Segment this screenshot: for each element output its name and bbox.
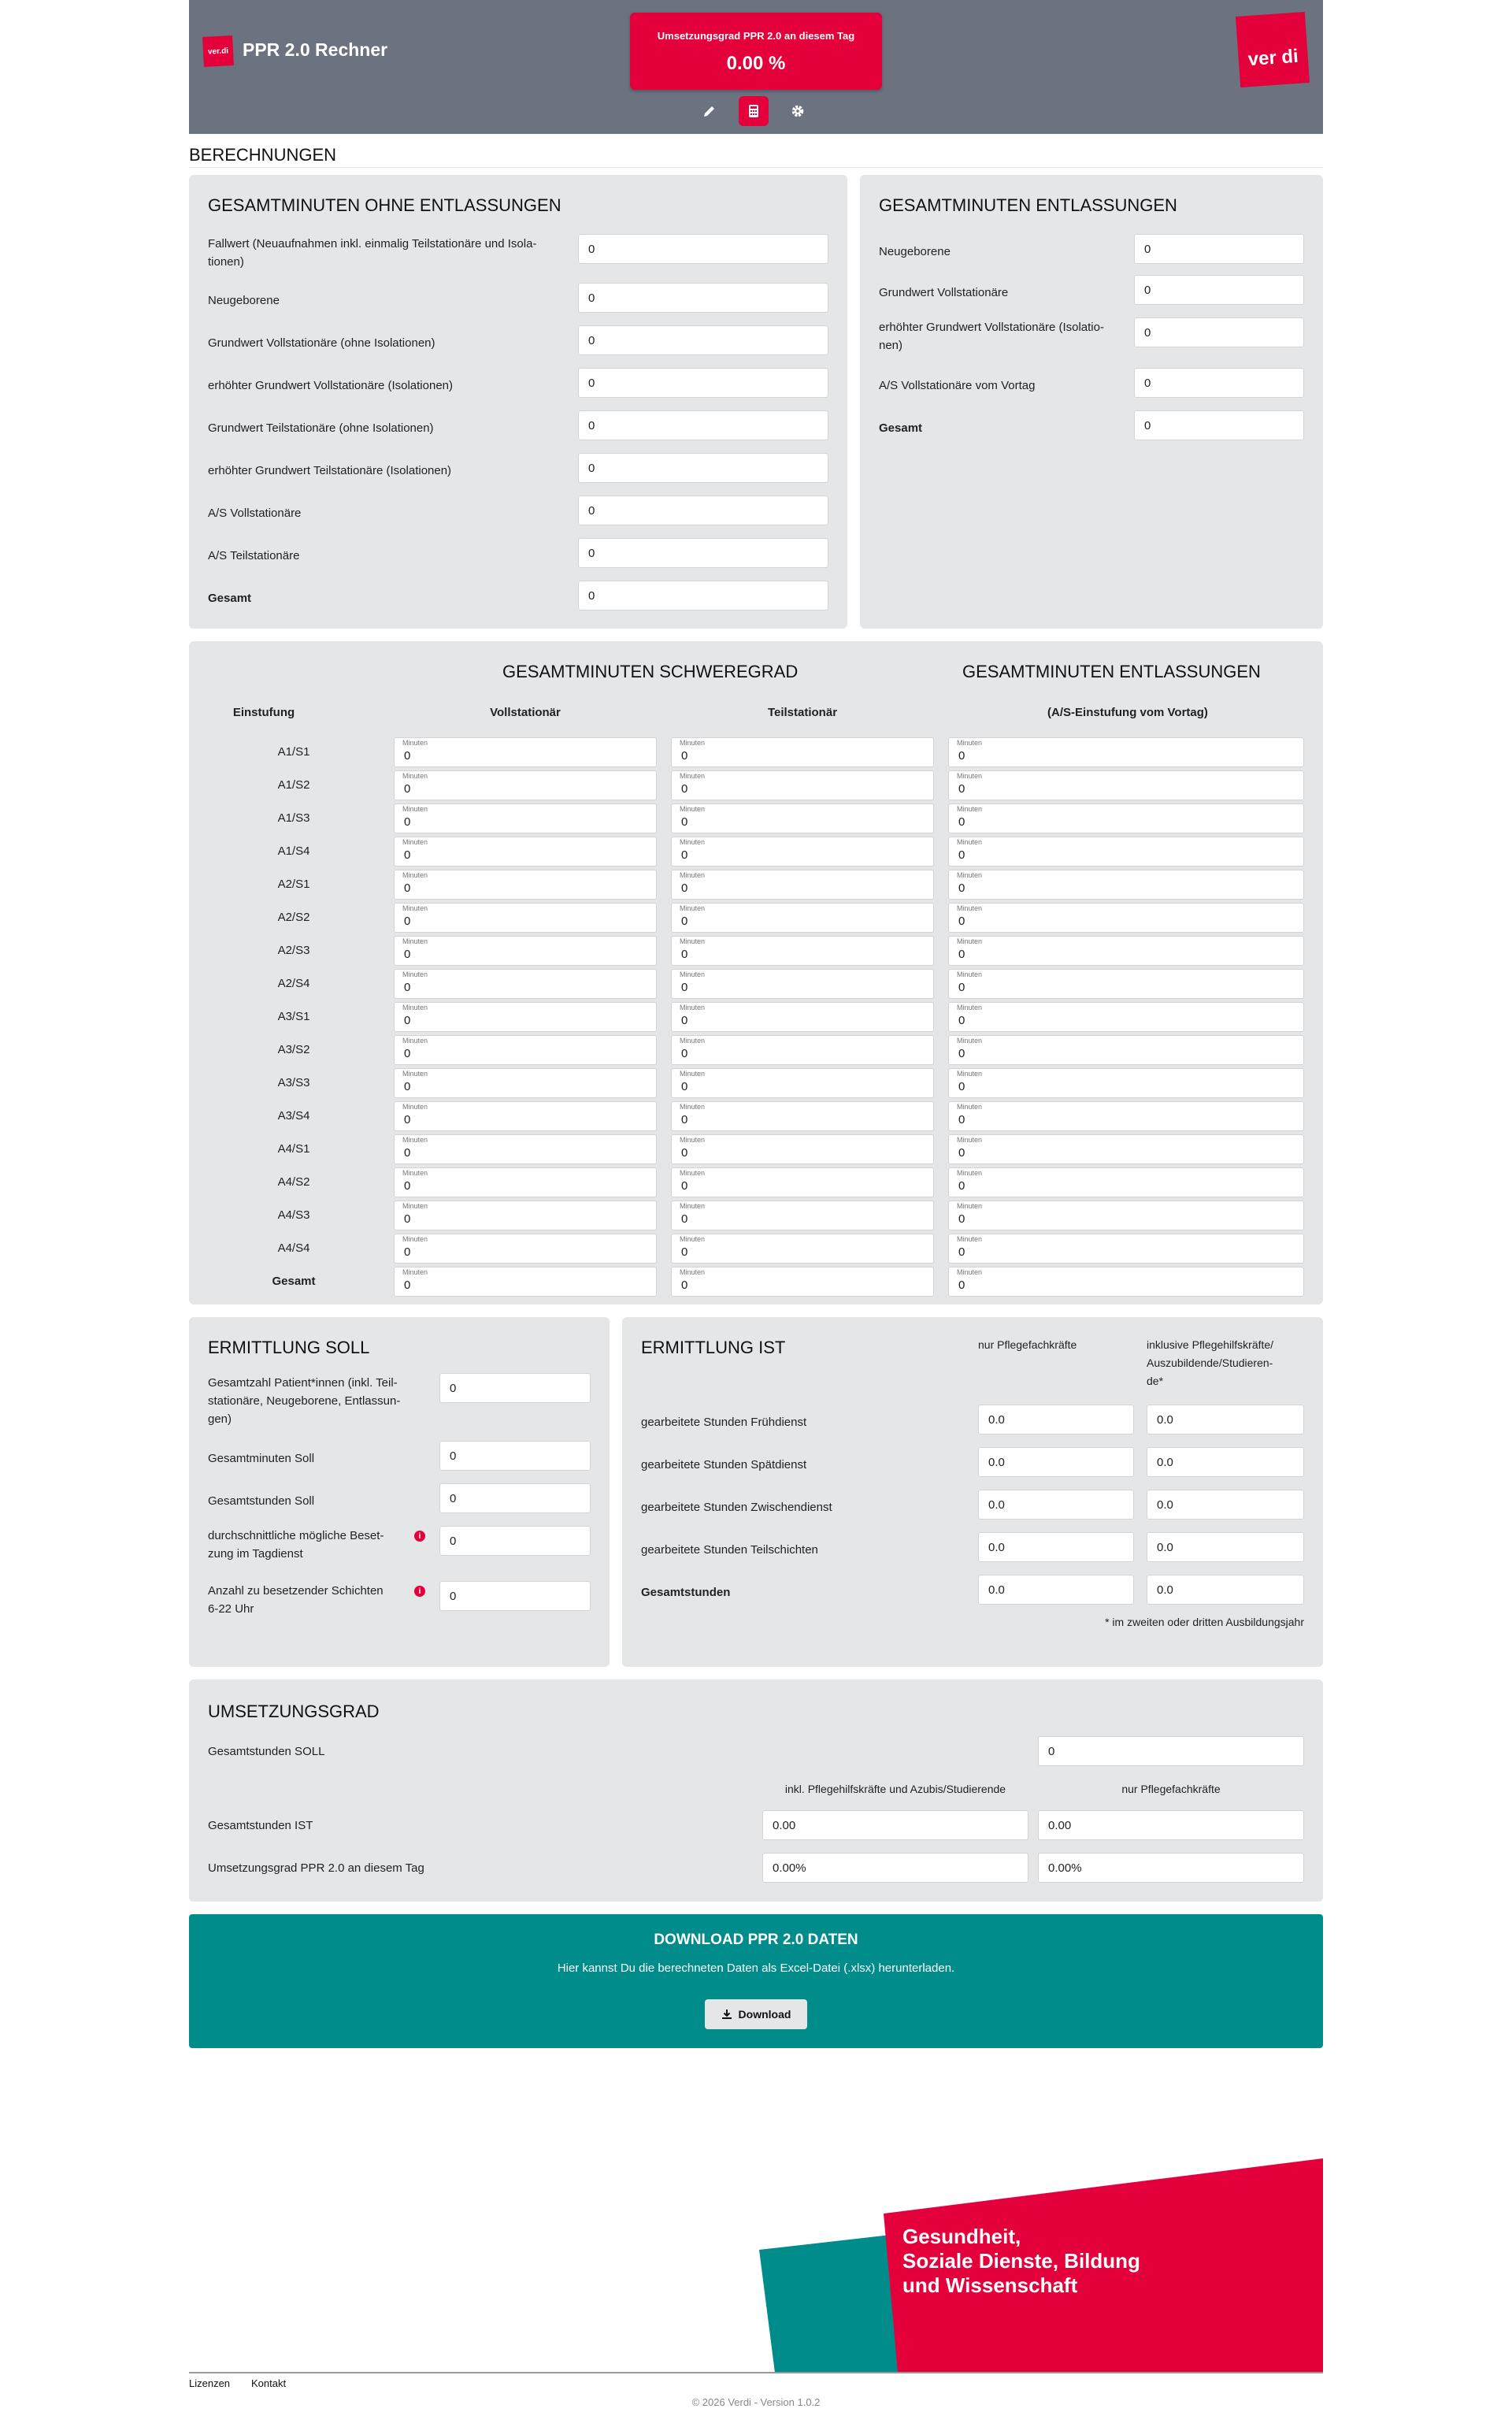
minuten-label: Minuten [957, 1103, 983, 1111]
minuten-value: 0 [404, 749, 411, 763]
minuten-label: Minuten [957, 805, 983, 813]
minuten-label: Minuten [680, 1037, 706, 1045]
minuten-input-teilstationaer[interactable] [671, 1267, 934, 1297]
minuten-value: 0 [404, 848, 411, 862]
minuten-label: Minuten [957, 1136, 983, 1144]
minuten-input-vollstationaer[interactable] [394, 870, 657, 900]
divider [189, 167, 1323, 168]
ohne-row-input[interactable]: 0 [578, 495, 828, 525]
footer-link-kontakt[interactable]: Kontakt [251, 2377, 287, 2389]
minuten-label: Minuten [957, 871, 983, 879]
ohne-row-input[interactable]: 0 [578, 453, 828, 483]
col-inkl-pflegehilfskraefte: inklusive Pflegehilfskräfte/ Auszubildende/Studieren- de* [1147, 1338, 1274, 1387]
ist-nur-input[interactable]: 0.0 [978, 1575, 1134, 1605]
col-as-einstufung: (A/S-Einstufung vom Vortag) [1047, 706, 1208, 719]
soll-row-label: Anzahl zu besetzender Schichten 6-22 Uhr [208, 1584, 384, 1616]
minuten-label: Minuten [680, 1235, 706, 1243]
summary-card-value: 0.00 % [726, 53, 786, 74]
ist-inkl-input[interactable]: 0.0 [1147, 1532, 1304, 1562]
minuten-input-teilstationaer[interactable] [671, 1234, 934, 1264]
einstufung-label: A4/S3 [277, 1208, 310, 1222]
ohne-row-label: erhöhter Grundwert Vollstationäre (Isolationen) [208, 379, 454, 392]
minuten-input-vollstationaer[interactable] [394, 936, 657, 966]
minuten-label: Minuten [680, 871, 706, 879]
minuten-label: Minuten [957, 838, 983, 846]
minuten-value: 0 [681, 881, 688, 895]
einstufung-label: A3/S1 [277, 1010, 310, 1023]
ohne-row-label: Grundwert Teilstationäre (ohne Isolationen) [208, 421, 434, 435]
ohne-row-label: A/S Vollstationäre [208, 507, 302, 520]
minuten-input-as-vortag[interactable] [948, 936, 1304, 966]
minuten-value: 0 [958, 948, 965, 961]
einstufung-label: A3/S3 [277, 1076, 310, 1089]
soll-row-input[interactable]: 0 [439, 1373, 591, 1403]
col-vollstationaer: Vollstationär [490, 706, 561, 719]
entl-row-input[interactable]: 0 [1134, 410, 1304, 440]
download-icon [721, 2009, 732, 2020]
card-title: GESAMTMINUTEN OHNE ENTLASSUNGEN [208, 195, 561, 215]
ohne-row-label: Fallwert (Neuaufnahmen inkl. einmalig Teilstationäre und Isola- tionen) [208, 237, 537, 269]
card-title: ERMITTLUNG IST [641, 1338, 786, 1357]
minuten-label: Minuten [680, 838, 706, 846]
minuten-label: Minuten [402, 1136, 428, 1144]
minuten-input-vollstationaer[interactable] [394, 770, 657, 800]
minuten-input-as-vortag[interactable] [948, 969, 1304, 999]
minuten-value: 0 [958, 1279, 965, 1292]
minuten-input-vollstationaer[interactable] [394, 1035, 657, 1065]
minuten-value: 0 [404, 1113, 411, 1126]
minuten-label: Minuten [402, 1268, 428, 1276]
minuten-value: 0 [958, 1146, 965, 1160]
minuten-label: Minuten [680, 1202, 706, 1210]
minuten-input-teilstationaer[interactable] [671, 1002, 934, 1032]
minuten-label: Minuten [402, 970, 428, 978]
minuten-input-as-vortag[interactable] [948, 737, 1304, 767]
minuten-label: Minuten [402, 739, 428, 747]
card-title: GESAMTMINUTEN ENTLASSUNGEN [879, 195, 1177, 215]
umsetzungsgrad-nur-input[interactable]: 0.00% [1038, 1853, 1304, 1883]
minuten-label: Minuten [402, 805, 428, 813]
gear-icon [790, 103, 806, 119]
minuten-value: 0 [958, 1080, 965, 1093]
minuten-label: Minuten [680, 937, 706, 945]
minuten-value: 0 [404, 1047, 411, 1060]
minuten-value: 0 [958, 749, 965, 763]
minuten-value: 0 [958, 1113, 965, 1126]
minuten-input-as-vortag[interactable] [948, 1002, 1304, 1032]
soll-row-input[interactable]: 0 [439, 1441, 591, 1471]
sector-banner-text [902, 2225, 1140, 2298]
ohne-row-input[interactable]: 0 [578, 234, 828, 264]
entl-row-input[interactable]: 0 [1134, 275, 1304, 305]
einstufung-label: A4/S4 [277, 1241, 310, 1255]
minuten-input-as-vortag[interactable] [948, 1101, 1304, 1131]
verdi-logo-small: ver.di [202, 35, 234, 67]
gesamtstunden-ist-inkl-input[interactable]: 0.00 [762, 1810, 1028, 1840]
minuten-label: Minuten [402, 904, 428, 912]
entlassungen-title: GESAMTMINUTEN ENTLASSUNGEN [962, 662, 1261, 681]
ohne-row-label: erhöhter Grundwert Teilstationäre (Isolationen) [208, 464, 452, 477]
einstufung-label: A2/S1 [277, 878, 310, 891]
minuten-value: 0 [681, 1245, 688, 1259]
minuten-value: 0 [681, 1279, 688, 1292]
minuten-input-vollstationaer[interactable] [394, 1134, 657, 1164]
ist-nur-input[interactable]: 0.0 [978, 1447, 1134, 1477]
ohne-row-input[interactable]: 0 [578, 283, 828, 313]
ist-inkl-input[interactable]: 0.0 [1147, 1575, 1304, 1605]
minuten-input-vollstationaer[interactable] [394, 1002, 657, 1032]
ist-inkl-input[interactable]: 0.0 [1147, 1405, 1304, 1434]
minuten-value: 0 [404, 881, 411, 895]
minuten-input-teilstationaer[interactable] [671, 1035, 934, 1065]
minuten-label: Minuten [957, 970, 983, 978]
minuten-label: Minuten [680, 772, 706, 780]
minuten-value: 0 [681, 1179, 688, 1193]
minuten-input-vollstationaer[interactable] [394, 903, 657, 933]
pencil-icon [702, 103, 717, 119]
calculator-icon [746, 103, 762, 119]
ist-nur-input[interactable]: 0.0 [978, 1490, 1134, 1520]
minuten-label: Minuten [680, 970, 706, 978]
minuten-value: 0 [404, 782, 411, 796]
minuten-value: 0 [681, 848, 688, 862]
footer-link-lizenzen[interactable]: Lizenzen [189, 2377, 231, 2389]
minuten-value: 0 [681, 815, 688, 829]
minuten-value: 0 [958, 1245, 965, 1259]
minuten-value: 0 [958, 1179, 965, 1193]
soll-row-input[interactable]: 0 [439, 1581, 591, 1611]
minuten-input-teilstationaer[interactable] [671, 770, 934, 800]
minuten-input-teilstationaer[interactable] [671, 1167, 934, 1197]
minuten-input-teilstationaer[interactable] [671, 837, 934, 867]
minuten-input-teilstationaer[interactable] [671, 1134, 934, 1164]
download-description: Hier kannst Du die berechneten Daten als Excel-Datei (.xlsx) herunterladen. [557, 1961, 955, 1975]
minuten-input-vollstationaer[interactable] [394, 1068, 657, 1098]
entl-row-label: Gesamt [879, 421, 923, 435]
einstufung-label: A2/S4 [277, 977, 310, 990]
banner-line-3: und Wissenschaft [902, 2273, 1078, 2297]
soll-row-input[interactable]: 0 [439, 1526, 591, 1556]
minuten-label: Minuten [402, 1004, 428, 1011]
entl-row-input[interactable]: 0 [1134, 234, 1304, 264]
ohne-row-label: Grundwert Vollstationäre (ohne Isolationen) [208, 336, 435, 350]
minuten-input-vollstationaer[interactable] [394, 803, 657, 833]
minuten-input-teilstationaer[interactable] [671, 936, 934, 966]
card-umsetzungsgrad [189, 1679, 1323, 1902]
minuten-label: Minuten [680, 1136, 706, 1144]
entl-row-input[interactable]: 0 [1134, 368, 1304, 398]
minuten-input-vollstationaer[interactable] [394, 837, 657, 867]
einstufung-label: A1/S4 [277, 844, 310, 858]
col-nur-pflegefachkraefte: nur Pflegefachkräfte [978, 1338, 1077, 1351]
einstufung-label: A1/S1 [277, 745, 310, 759]
entl-row-input[interactable]: 0 [1134, 317, 1304, 347]
minuten-label: Minuten [680, 1169, 706, 1177]
verdi-logo: ver di [1236, 12, 1310, 87]
umsetzungsgrad-label: Umsetzungsgrad PPR 2.0 an diesem Tag [208, 1861, 424, 1875]
einstufung-label: A3/S4 [277, 1109, 310, 1123]
minuten-input-vollstationaer[interactable] [394, 1101, 657, 1131]
ist-nur-input[interactable]: 0.0 [978, 1532, 1134, 1562]
minuten-input-vollstationaer[interactable] [394, 1267, 657, 1297]
entl-row-label: A/S Vollstationäre vom Vortag [879, 379, 1036, 392]
minuten-value: 0 [681, 1047, 688, 1060]
minuten-value: 0 [958, 782, 965, 796]
ohne-row-input[interactable]: 0 [578, 581, 828, 610]
einstufung-label: A4/S1 [277, 1142, 310, 1156]
minuten-label: Minuten [957, 1037, 983, 1045]
minuten-value: 0 [681, 948, 688, 961]
minuten-input-as-vortag[interactable] [948, 1167, 1304, 1197]
card-title: UMSETZUNGSGRAD [208, 1702, 380, 1721]
soll-row-input[interactable]: 0 [439, 1483, 591, 1513]
minuten-value: 0 [958, 981, 965, 994]
minuten-value: 0 [404, 1279, 411, 1292]
minuten-label: Minuten [402, 871, 428, 879]
soll-row-label: Gesamtzahl Patient*innen (inkl. Teil- stationäre, Neugeborene, Entlassun- gen) [208, 1376, 401, 1426]
minuten-label: Minuten [957, 1202, 983, 1210]
minuten-input-vollstationaer[interactable] [394, 1167, 657, 1197]
download-title: DOWNLOAD PPR 2.0 DATEN [654, 1932, 858, 1948]
col-einstufung: Einstufung [232, 706, 295, 719]
gesamtstunden-soll-label: Gesamtstunden SOLL [208, 1745, 325, 1758]
einstufung-label: A3/S2 [277, 1043, 310, 1056]
ist-row-label: gearbeitete Stunden Frühdienst [641, 1416, 807, 1429]
page-title: BERECHNUNGEN [189, 145, 337, 165]
minuten-value: 0 [404, 915, 411, 928]
minuten-input-as-vortag[interactable] [948, 1134, 1304, 1164]
ohne-row-label: Neugeborene [208, 294, 280, 307]
minuten-input-teilstationaer[interactable] [671, 803, 934, 833]
ist-inkl-input[interactable]: 0.0 [1147, 1447, 1304, 1477]
ohne-row-label: A/S Teilstationäre [208, 549, 300, 562]
banner-line-1: Gesundheit, [902, 2225, 1021, 2248]
minuten-label: Minuten [402, 838, 428, 846]
info-icon[interactable]: i [414, 1531, 425, 1542]
minuten-label: Minuten [957, 904, 983, 912]
col-inkl-pflegehilfskraefte: inkl. Pflegehilfskräfte und Azubis/Studierende [784, 1783, 1006, 1795]
minuten-value: 0 [958, 1047, 965, 1060]
calculator-button[interactable] [739, 96, 769, 126]
minuten-value: 0 [404, 815, 411, 829]
minuten-value: 0 [681, 915, 688, 928]
minuten-input-as-vortag[interactable] [948, 770, 1304, 800]
minuten-value: 0 [404, 948, 411, 961]
minuten-input-as-vortag[interactable] [948, 1234, 1304, 1264]
minuten-value: 0 [958, 1212, 965, 1226]
minuten-value: 0 [404, 1014, 411, 1027]
minuten-input-vollstationaer[interactable] [394, 1234, 657, 1264]
ohne-row-label: Gesamt [208, 592, 252, 605]
minuten-label: Minuten [957, 739, 983, 747]
minuten-input-as-vortag[interactable] [948, 1035, 1304, 1065]
app-title: PPR 2.0 Rechner [243, 39, 388, 60]
minuten-label: Minuten [957, 1169, 983, 1177]
gesamtstunden-ist-label: Gesamtstunden IST [208, 1819, 313, 1832]
minuten-input-vollstationaer[interactable] [394, 969, 657, 999]
minuten-label: Minuten [402, 772, 428, 780]
minuten-input-teilstationaer[interactable] [671, 1068, 934, 1098]
download-button-label: Download [738, 2008, 791, 2021]
minuten-label: Minuten [402, 1169, 428, 1177]
edit-button[interactable] [695, 96, 724, 126]
copyright: © 2026 Verdi - Version 1.0.2 [691, 2396, 821, 2408]
minuten-value: 0 [404, 1179, 411, 1193]
card-title: ERMITTLUNG SOLL [208, 1338, 370, 1357]
minuten-value: 0 [958, 1014, 965, 1027]
minuten-label: Minuten [680, 904, 706, 912]
soll-row-label: durchschnittliche mögliche Beset- zung im Tagdienst [208, 1529, 384, 1561]
minuten-value: 0 [681, 1113, 688, 1126]
einstufung-label: A2/S3 [277, 944, 310, 957]
minuten-label: Minuten [402, 1103, 428, 1111]
info-icon[interactable]: i [414, 1586, 425, 1597]
minuten-value: 0 [958, 881, 965, 895]
download-panel [189, 1914, 1323, 2048]
minuten-value: 0 [958, 915, 965, 928]
minuten-value: 0 [681, 981, 688, 994]
minuten-label: Minuten [680, 1004, 706, 1011]
minuten-label: Minuten [680, 1103, 706, 1111]
minuten-label: Minuten [680, 1070, 706, 1078]
footer-divider [189, 2372, 1323, 2373]
minuten-input-vollstationaer[interactable] [394, 1201, 657, 1230]
minuten-input-teilstationaer[interactable] [671, 737, 934, 767]
ist-row-label: gearbeitete Stunden Teilschichten [641, 1543, 818, 1557]
minuten-input-as-vortag[interactable] [948, 803, 1304, 833]
minuten-label: Minuten [680, 805, 706, 813]
minuten-input-teilstationaer[interactable] [671, 1101, 934, 1131]
einstufung-label: A1/S3 [277, 811, 310, 825]
summary-card-label: Umsetzungsgrad PPR 2.0 an diesem Tag [657, 30, 855, 42]
banner-line-2: Soziale Dienste, Bildung [902, 2249, 1140, 2273]
minuten-label: Minuten [957, 772, 983, 780]
minuten-input-as-vortag[interactable] [948, 1267, 1304, 1297]
minuten-label: Minuten [957, 1235, 983, 1243]
ohne-row-input[interactable]: 0 [578, 410, 828, 440]
ausbildungsjahr-footnote: * im zweiten oder dritten Ausbildungsjahr [1105, 1616, 1304, 1628]
minuten-input-teilstationaer[interactable] [671, 1201, 934, 1230]
minuten-value: 0 [404, 1212, 411, 1226]
minuten-input-as-vortag[interactable] [948, 837, 1304, 867]
ist-row-label: gearbeitete Stunden Zwischendienst [641, 1501, 832, 1514]
minuten-label: Minuten [957, 1268, 983, 1276]
minuten-value: 0 [958, 815, 965, 829]
ist-inkl-input[interactable]: 0.0 [1147, 1490, 1304, 1520]
einstufung-label: A4/S2 [277, 1175, 310, 1189]
minuten-label: Minuten [402, 1235, 428, 1243]
minuten-label: Minuten [402, 937, 428, 945]
minuten-label: Minuten [680, 739, 706, 747]
minuten-value: 0 [681, 782, 688, 796]
minuten-input-as-vortag[interactable] [948, 903, 1304, 933]
minuten-input-teilstationaer[interactable] [671, 870, 934, 900]
ohne-row-input[interactable]: 0 [578, 538, 828, 568]
einstufung-label: Gesamt [272, 1275, 316, 1288]
minuten-label: Minuten [680, 1268, 706, 1276]
minuten-label: Minuten [957, 1070, 983, 1078]
minuten-input-as-vortag[interactable] [948, 1201, 1304, 1230]
minuten-value: 0 [404, 1146, 411, 1160]
ohne-row-input[interactable]: 0 [578, 368, 828, 398]
minuten-label: Minuten [402, 1070, 428, 1078]
umsetzungsgrad-inkl-input[interactable]: 0.00% [762, 1853, 1028, 1883]
minuten-input-as-vortag[interactable] [948, 1068, 1304, 1098]
minuten-value: 0 [681, 1080, 688, 1093]
settings-button[interactable] [783, 96, 813, 126]
ist-row-label: Gesamtstunden [641, 1586, 731, 1599]
minuten-label: Minuten [957, 937, 983, 945]
ist-row-label: gearbeitete Stunden Spätdienst [641, 1458, 807, 1471]
minuten-label: Minuten [402, 1037, 428, 1045]
minuten-value: 0 [681, 1014, 688, 1027]
umsetzungsgrad-summary-card [630, 13, 882, 90]
entl-row-label: Neugeborene [879, 245, 951, 258]
einstufung-label: A1/S2 [277, 778, 310, 792]
ist-nur-input[interactable]: 0.0 [978, 1405, 1134, 1434]
einstufung-label: A2/S2 [277, 911, 310, 924]
minuten-value: 0 [958, 848, 965, 862]
soll-row-label: Gesamtstunden Soll [208, 1494, 315, 1508]
entl-row-label: Grundwert Vollstationäre [879, 286, 1009, 299]
minuten-value: 0 [404, 1245, 411, 1259]
ohne-row-input[interactable]: 0 [578, 325, 828, 355]
app-header [189, 0, 1323, 134]
minuten-value: 0 [404, 981, 411, 994]
minuten-value: 0 [404, 1080, 411, 1093]
minuten-label: Minuten [402, 1202, 428, 1210]
col-nur-pflegefachkraefte: nur Pflegefachkräfte [1121, 1783, 1221, 1795]
minuten-value: 0 [681, 1146, 688, 1160]
download-button[interactable] [705, 1999, 807, 2029]
minuten-input-teilstationaer[interactable] [671, 903, 934, 933]
gesamtstunden-ist-nur-input[interactable]: 0.00 [1038, 1810, 1304, 1840]
minuten-value: 0 [681, 749, 688, 763]
minuten-input-as-vortag[interactable] [948, 870, 1304, 900]
minuten-value: 0 [681, 1212, 688, 1226]
minuten-input-vollstationaer[interactable] [394, 737, 657, 767]
minuten-input-teilstationaer[interactable] [671, 969, 934, 999]
schweregrad-title: GESAMTMINUTEN SCHWEREGRAD [502, 662, 799, 681]
soll-row-label: Gesamtminuten Soll [208, 1452, 315, 1465]
entl-row-label: erhöhter Grundwert Vollstationäre (Isolatio- nen) [879, 321, 1104, 352]
minuten-label: Minuten [957, 1004, 983, 1011]
gesamtstunden-soll-input[interactable]: 0 [1038, 1736, 1304, 1766]
col-teilstationaer: Teilstationär [767, 706, 838, 719]
